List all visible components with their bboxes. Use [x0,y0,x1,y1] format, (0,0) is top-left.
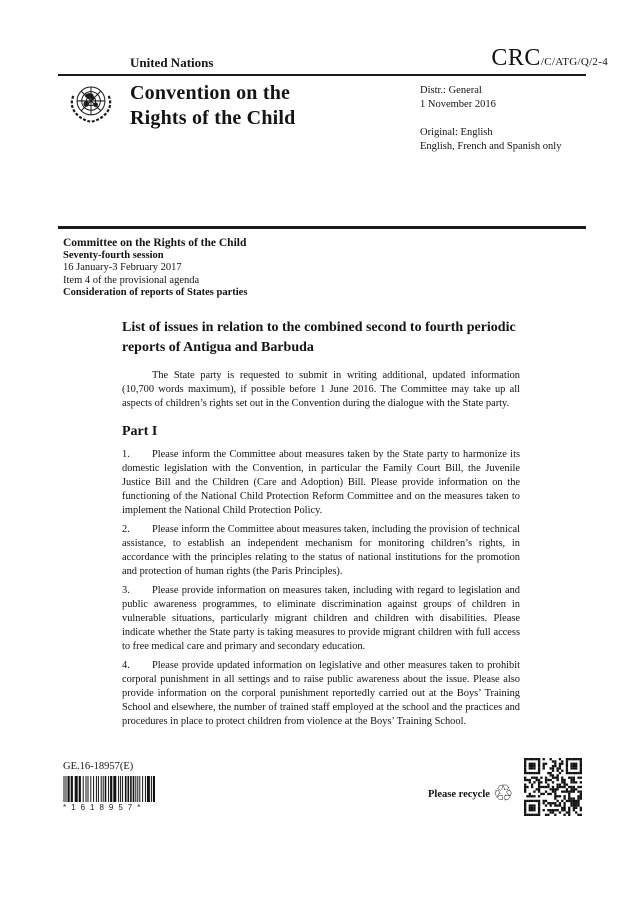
intro-paragraph: The State party is requested to submit in writing additional, updated information (10,700 words maximum), if possible before 1 June 2016. The Committee may take up all aspects of children’s rights set out in the Convention during the dialogue with the State party. [122,370,520,409]
numbered-paragraph-3 [122,584,520,654]
numbered-paragraph-1 [122,448,520,518]
numbered-paragraph-4 [122,659,520,729]
barcode-text: *1618957* [63,803,146,812]
symbol-suffix: /C/ATG/Q/2-4 [540,56,608,68]
recycle-note [428,783,514,806]
paragraph-number: 4. [122,660,130,671]
paragraph-number: 3. [122,585,130,596]
treaty-title-line2: Rights of the Child [130,107,296,129]
qr-code-pattern [524,758,582,816]
numbered-paragraph-2 [122,523,520,579]
session-block [63,237,247,300]
paragraph-number: 1. [122,449,130,460]
paragraph-number: 2. [122,524,130,535]
header-bottom-rule [58,226,586,229]
document-title: List of issues in relation to the combined second to fourth periodic reports of Antigua and Barbuda [122,320,516,355]
recycle-icon: ♲ [492,781,514,807]
meta-gap [420,111,561,126]
paragraph-text: Please inform the Committee about measures taken, including the provision of technical assistance, to establish an independent mechanism for monitoring children’s rights, in accordance with the principles relating to the status of national institutions for the promotion and protection of human rights (the Paris Principles). [122,524,520,577]
recycle-label: Please recycle [428,789,490,800]
agenda-item: Item 4 of the provisional agenda [63,274,200,286]
doc-date: 1 November 2016 [420,98,496,110]
committee-name: Committee on the Rights of the Child [63,237,247,249]
treaty-title-line1: Convention on the [130,82,291,104]
distr-line: Distr.: General [420,85,482,96]
barcode-bars [63,776,155,802]
agenda-title: Consideration of reports of States parties [63,287,248,298]
document-symbol [491,44,608,76]
masthead-rule [58,74,586,76]
symbol-series: CRC [491,45,541,71]
paragraph-text: Please provide updated information on legislative and other measures taken to prohibit corporal punishment in all settings and to raise public awareness about the issue. Please also provide information on the corporal punishment reportedly carried out at the Boys’ Training School and elsewhere, the number of trained staff employed at the school and the practices and procedures in place to protect children from violence at the Boys’ Training School. [122,660,520,727]
part-heading: Part I [122,424,158,439]
un-emblem-icon [64,78,118,134]
qr-code [524,758,582,816]
paragraph-text: Please provide information on measures taken, including with regard to legislation and public awareness programmes, to eliminate discrimination against groups of children in vulnerable situations, particularly migrant children and children with disabilities. Please indicate whether the State party is taking measures to provide migrant children with full access to free medical care and primary and secondary education. [122,585,520,652]
treaty-title [130,81,296,131]
org-name: United Nations [130,55,214,70]
session-number: Seventy-fourth session [63,249,164,261]
paragraph-text: Please inform the Committee about measures taken by the State party to harmonize its domestic legislation with the Convention, in particular the Family Court Bill, the Juvenile Justice Bill and the Children (Care and Adoption) Bill. Please provide information on the functioning of the National Child Protection Reform Committee and on the measures taken to implement the National Child Protection Policy. [122,449,520,516]
document-body [122,318,520,729]
barcode [63,776,158,812]
session-dates: 16 January-3 February 2017 [63,262,182,273]
distribution-block [420,84,561,153]
languages-note: English, French and Spanish only [420,140,562,152]
original-language: Original: English [420,127,493,138]
ge-number: GE.16-18957(E) [63,761,134,772]
